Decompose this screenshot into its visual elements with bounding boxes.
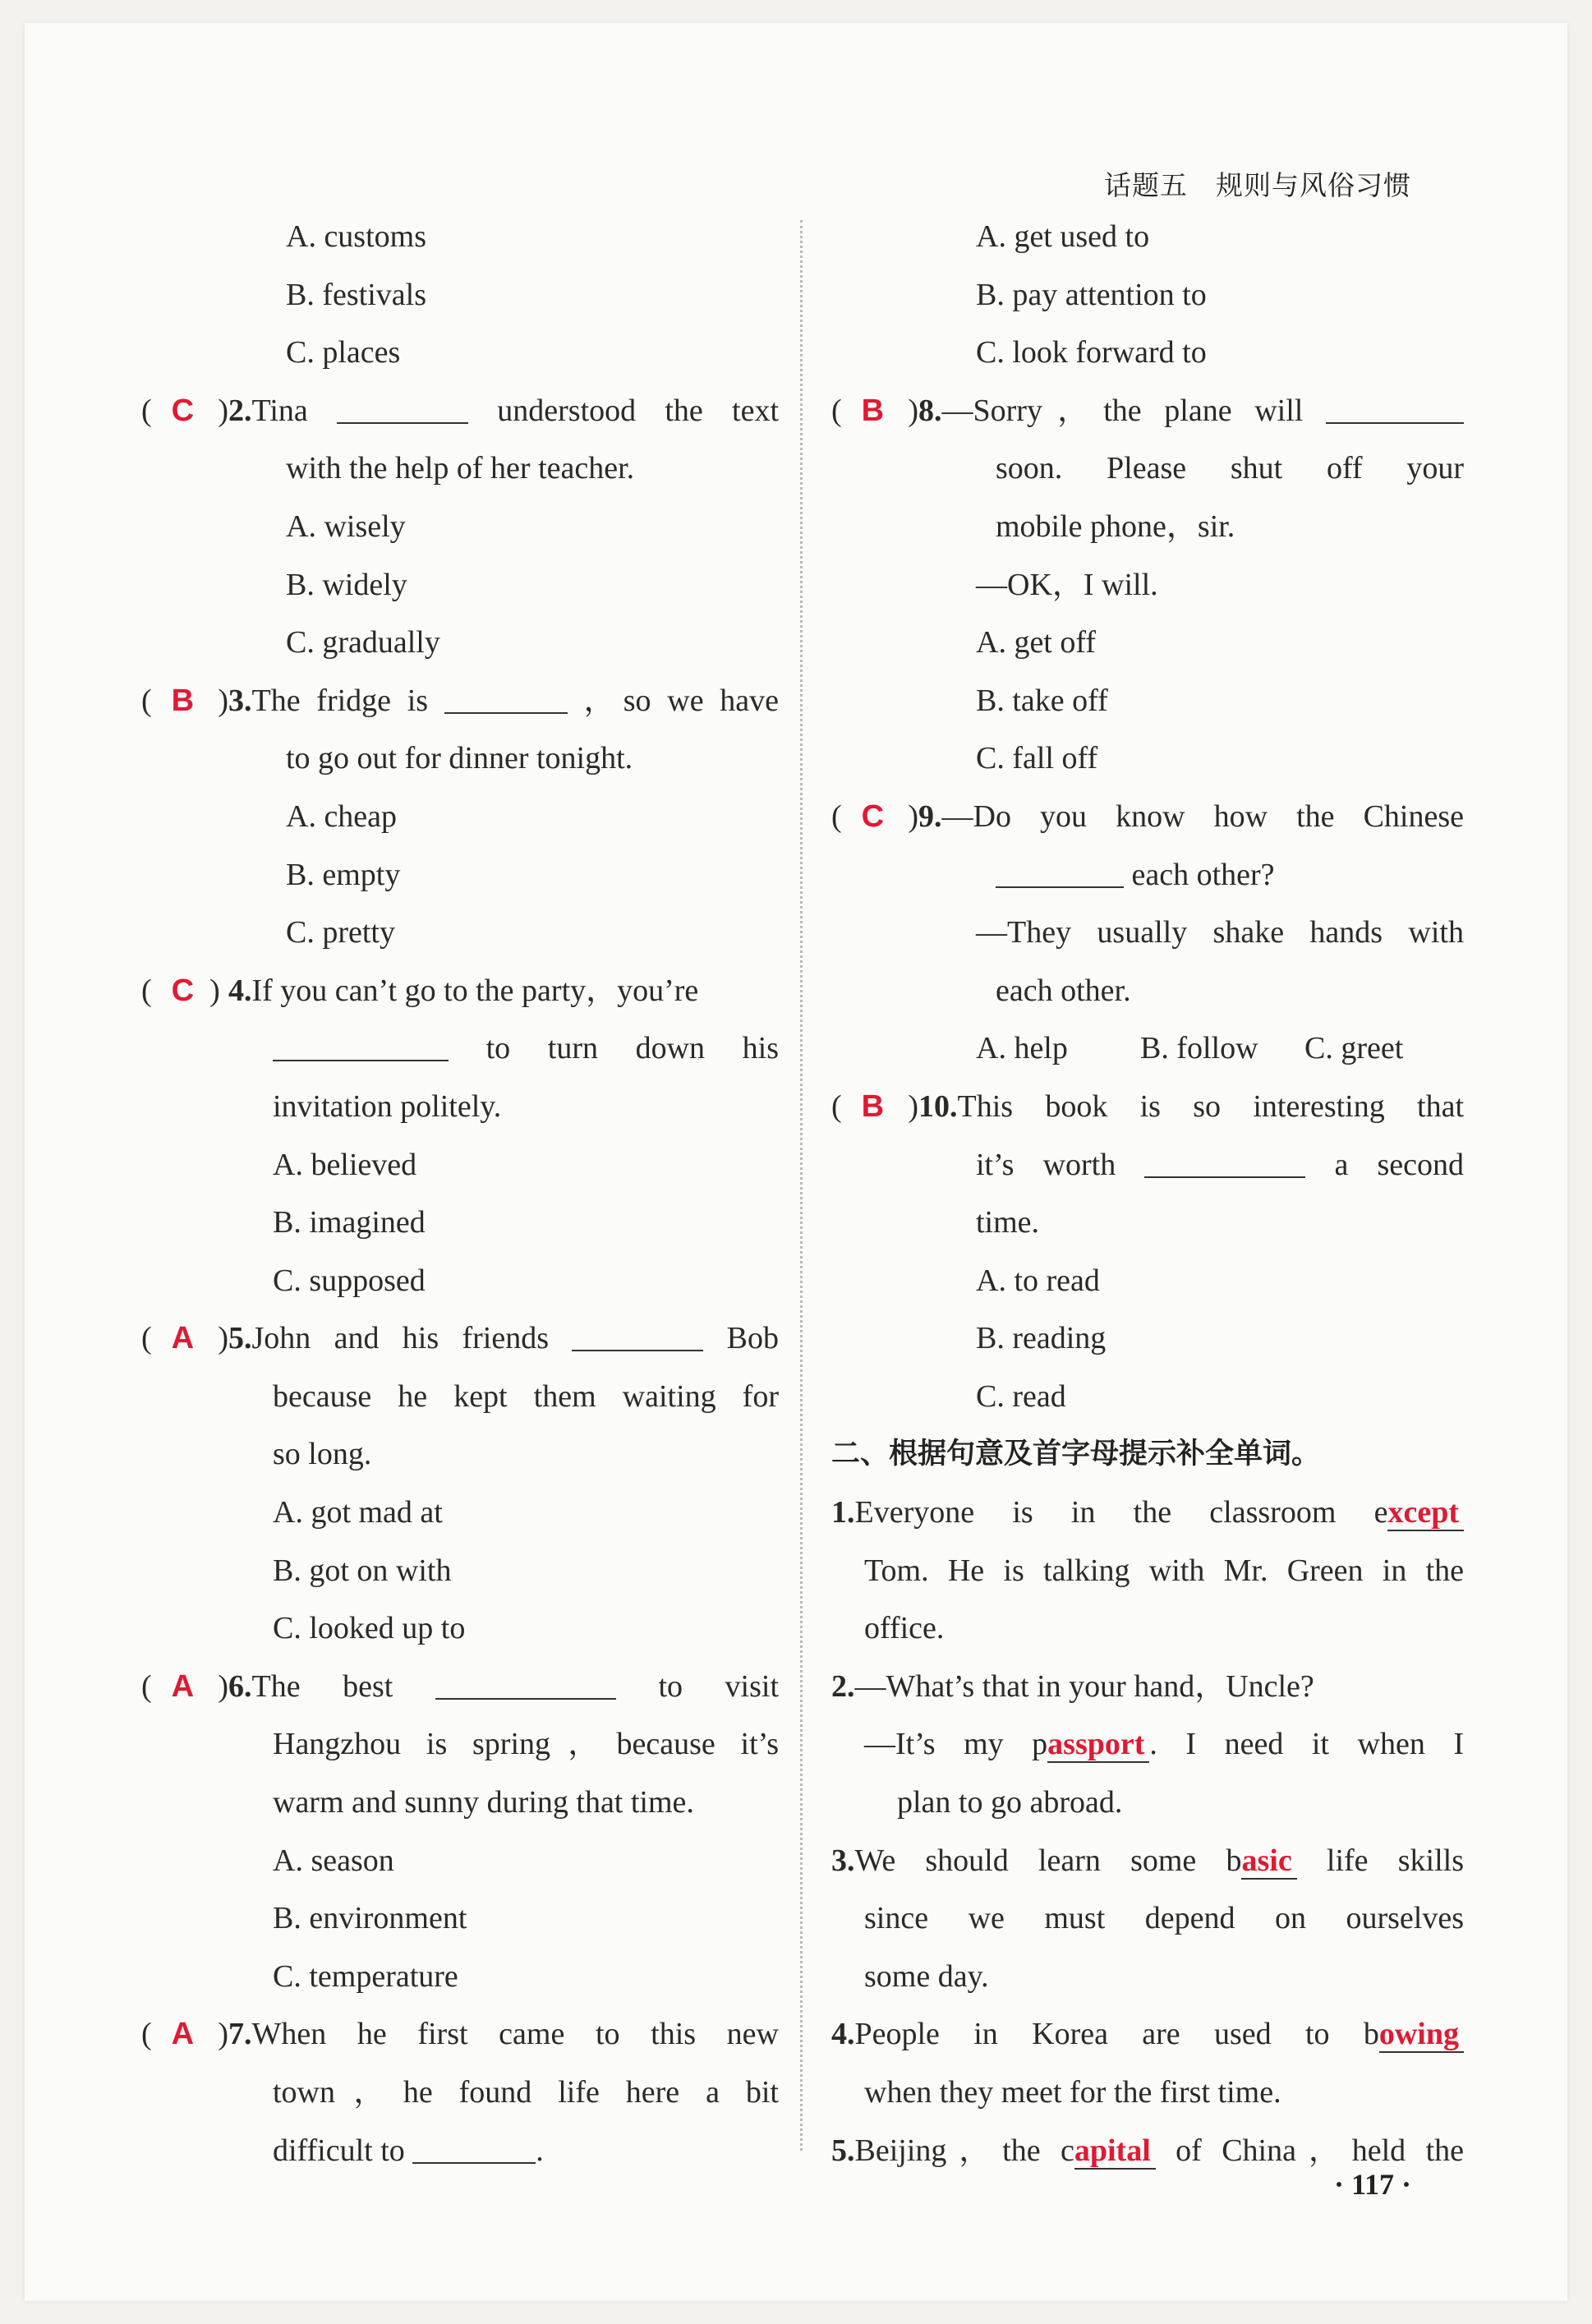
- fill2-text-2: —It’s my p: [864, 1727, 1048, 1762]
- q8-option-b: B. take off: [976, 683, 1108, 718]
- q10-line-2: [831, 1136, 1464, 1194]
- fill2-answer[interactable]: assport: [1047, 1727, 1149, 1763]
- q3-answer: B: [171, 683, 195, 718]
- q5-line-2: because he kept them waiting for: [273, 1378, 779, 1414]
- answer-bracket: ( B ): [141, 683, 228, 718]
- q9-line-2: [831, 846, 1464, 904]
- fill1-text: Everyone is in the classroom e: [854, 1495, 1388, 1530]
- q5-blank[interactable]: [572, 1323, 703, 1351]
- q2-line-1: [141, 382, 779, 440]
- q9-text-2: each other?: [1131, 857, 1275, 892]
- fill4-number: 4.: [831, 2017, 855, 2052]
- q2-answer: C: [171, 393, 195, 428]
- q10-option-b: B. reading: [976, 1321, 1107, 1356]
- q5-text: John and his friends: [251, 1321, 549, 1356]
- q3-line-1: [141, 672, 779, 730]
- q4-blank[interactable]: [273, 1033, 449, 1061]
- q8-line-3: mobile phone，sir.: [996, 509, 1235, 544]
- fill5-text: Beijing，the c: [854, 2133, 1074, 2168]
- q10-line-3: time.: [976, 1205, 1040, 1240]
- q4-text: If you can’t go to the party，you’re: [251, 973, 699, 1008]
- answer-bracket: ( C ): [141, 973, 220, 1008]
- fill3-number: 3.: [831, 1843, 855, 1878]
- q3-line-2: to go out for dinner tonight.: [286, 741, 633, 776]
- q7-text-3: difficult to: [273, 2133, 405, 2168]
- q9-line-3: —They usually shake hands with: [976, 915, 1464, 950]
- answer-bracket: ( B ): [831, 1088, 918, 1124]
- q10-text-2: it’s worth: [976, 1147, 1116, 1182]
- fill4-line-2: when they meet for the first time.: [864, 2075, 1281, 2110]
- answer-bracket: ( B ): [831, 393, 918, 428]
- answer-bracket: ( C ): [831, 798, 918, 834]
- q2-blank[interactable]: [337, 396, 468, 424]
- q9-option-a: A. help: [976, 1031, 1068, 1066]
- q9-blank[interactable]: [996, 860, 1124, 888]
- fill5-text-2: of China，held the: [1176, 2133, 1464, 2168]
- fill1-line-2: Tom. He is talking with Mr. Green in the: [864, 1553, 1464, 1588]
- q10-text: This book is so interesting that: [957, 1088, 1464, 1124]
- q2-option-a: A. wisely: [286, 509, 406, 544]
- fill2-line-2: [831, 1715, 1464, 1774]
- q9-text: —Do you know how the Chinese: [941, 798, 1464, 834]
- q7-option-a: A. get used to: [976, 219, 1150, 254]
- q8-text: —Sorry，the plane will: [941, 393, 1304, 428]
- fill2-text-3: . I need it when I: [1149, 1727, 1464, 1762]
- q4-option-a: A. believed: [273, 1147, 417, 1182]
- q7-option-b: B. pay attention to: [976, 277, 1207, 312]
- q5-number: 5.: [228, 1321, 252, 1356]
- q2-number: 2.: [228, 393, 252, 428]
- q7-number: 7.: [228, 2017, 252, 2052]
- q10-number: 10.: [918, 1088, 958, 1124]
- fill1-number: 1.: [831, 1495, 855, 1530]
- q4-line-3: invitation politely.: [273, 1088, 502, 1124]
- fill4-text: People in Korea are used to b: [854, 2017, 1379, 2052]
- q9-options: [831, 1019, 1464, 1078]
- q3-number: 3.: [228, 683, 252, 718]
- q4-text-2: to turn down his: [485, 1031, 779, 1066]
- fill2-text: —What’s that in your hand，Uncle?: [854, 1668, 1314, 1704]
- q8-option-a: A. get off: [976, 625, 1096, 660]
- fill1-line-3: office.: [864, 1611, 945, 1646]
- q8-option-c: C. fall off: [976, 741, 1098, 776]
- page-header: 话题五 规则与风俗习惯: [1104, 169, 1411, 201]
- column-divider: [800, 220, 803, 2151]
- q7-option-c: C. look forward to: [976, 335, 1207, 370]
- q6-option-b: B. environment: [273, 1901, 467, 1936]
- q6-line-2: Hangzhou is spring，because it’s: [273, 1727, 779, 1762]
- fill3-text: We should learn some b: [854, 1843, 1242, 1878]
- q5-line-3: so long.: [273, 1437, 372, 1472]
- answer-bracket: ( A ): [141, 2017, 228, 2052]
- q3-blank[interactable]: [444, 686, 568, 714]
- q6-blank[interactable]: [435, 1672, 616, 1700]
- answer-bracket: ( C ): [141, 393, 228, 428]
- q5-option-c: C. looked up to: [273, 1611, 466, 1646]
- fill2-line-1: [831, 1658, 1464, 1716]
- fill5-answer[interactable]: apital: [1074, 2133, 1156, 2170]
- q4-line-2: [141, 1019, 779, 1078]
- q9-option-b: B. follow: [1140, 1031, 1258, 1066]
- q9-number: 9.: [918, 798, 942, 834]
- q9-line-1: [831, 788, 1464, 846]
- q7-text: When he first came to this new: [251, 2017, 779, 2052]
- answer-bracket: ( A ): [141, 1321, 228, 1356]
- left-column: [141, 208, 779, 2179]
- q3-option-b: B. empty: [286, 857, 401, 892]
- q8-answer: B: [861, 393, 885, 428]
- fill3-line-1: [831, 1832, 1464, 1890]
- fill4-answer[interactable]: owing: [1379, 2017, 1464, 2053]
- q2-line-2: with the help of her teacher.: [286, 451, 635, 486]
- answer-bracket: ( A ): [141, 1668, 228, 1704]
- q9-answer: C: [861, 798, 885, 834]
- q5-option-b: B. got on with: [273, 1553, 452, 1588]
- q5-line-1: [141, 1309, 779, 1368]
- q9-line-4: each other.: [996, 973, 1131, 1008]
- fill2-number: 2.: [831, 1668, 855, 1704]
- fill3-line-3: some day.: [864, 1958, 989, 1994]
- q9-option-c: C. greet: [1304, 1031, 1404, 1066]
- q6-line-1: [141, 1658, 779, 1716]
- q8-line-2: soon. Please shut off your: [996, 451, 1464, 486]
- right-column: [831, 208, 1464, 2179]
- q5-option-a: A. got mad at: [273, 1495, 443, 1530]
- q10-answer: B: [861, 1088, 885, 1124]
- q10-text-3: a second: [1334, 1147, 1465, 1182]
- q3-text: The fridge is: [251, 683, 429, 718]
- q5-text-2: Bob: [726, 1321, 780, 1356]
- q7-line-3: [141, 2122, 779, 2180]
- section-2-title: 二、根据句意及首字母提示补全单词。: [831, 1438, 1321, 1471]
- q10-option-a: A. to read: [976, 1263, 1100, 1298]
- q2-option-b: B. widely: [286, 567, 407, 602]
- q6-option-c: C. temperature: [273, 1958, 458, 1994]
- q7-period: .: [536, 2133, 544, 2168]
- q10-blank[interactable]: [1144, 1150, 1305, 1178]
- q2-text-2: understood the text: [497, 393, 780, 428]
- q1-option-a: A. customs: [286, 219, 426, 254]
- q6-number: 6.: [228, 1668, 252, 1704]
- q8-blank[interactable]: [1326, 396, 1464, 424]
- fill3-text-2: life skills: [1326, 1843, 1464, 1878]
- q1-option-b: B. festivals: [286, 277, 426, 312]
- q7-line-2: town，he found life here a bit: [273, 2075, 779, 2110]
- fill1-line-1: [831, 1484, 1464, 1542]
- q8-line-4: —OK，I will.: [976, 567, 1158, 602]
- q6-line-3: warm and sunny during that time.: [273, 1785, 694, 1820]
- q7-line-1: [141, 2005, 779, 2064]
- q3-text-2: ，so we have: [583, 683, 780, 718]
- q6-text-2: to visit: [658, 1668, 779, 1704]
- fill4-line-1: [831, 2005, 1464, 2064]
- q10-option-c: C. read: [976, 1378, 1066, 1414]
- q6-answer: A: [171, 1668, 195, 1704]
- q5-answer: A: [171, 1321, 195, 1356]
- q1-option-c: C. places: [286, 335, 401, 370]
- q4-option-b: B. imagined: [273, 1205, 426, 1240]
- fill3-answer[interactable]: asic: [1241, 1843, 1296, 1880]
- q4-answer: C: [171, 973, 195, 1008]
- page-number: · 117 ·: [1333, 2168, 1411, 2201]
- q3-option-c: C. pretty: [286, 915, 395, 950]
- q7-answer: A: [171, 2017, 195, 2052]
- q6-text: The best: [251, 1668, 393, 1704]
- fill1-answer[interactable]: xcept: [1387, 1495, 1464, 1531]
- q3-option-a: A. cheap: [286, 798, 398, 834]
- q7-blank[interactable]: [412, 2136, 536, 2164]
- fill5-number: 5.: [831, 2133, 855, 2168]
- fill2-line-3: plan to go abroad.: [897, 1785, 1123, 1820]
- fill3-line-2: since we must depend on ourselves: [864, 1901, 1464, 1936]
- q10-line-1: [831, 1078, 1464, 1136]
- q8-line-1: [831, 382, 1464, 440]
- q2-option-c: C. gradually: [286, 625, 440, 660]
- q4-number: 4.: [228, 973, 252, 1008]
- q4-option-c: C. supposed: [273, 1263, 426, 1298]
- workbook-page: [25, 23, 1567, 2301]
- q8-number: 8.: [918, 393, 942, 428]
- q6-option-a: A. season: [273, 1843, 394, 1878]
- q2-text: Tina: [251, 393, 308, 428]
- q4-line-1: [141, 962, 779, 1020]
